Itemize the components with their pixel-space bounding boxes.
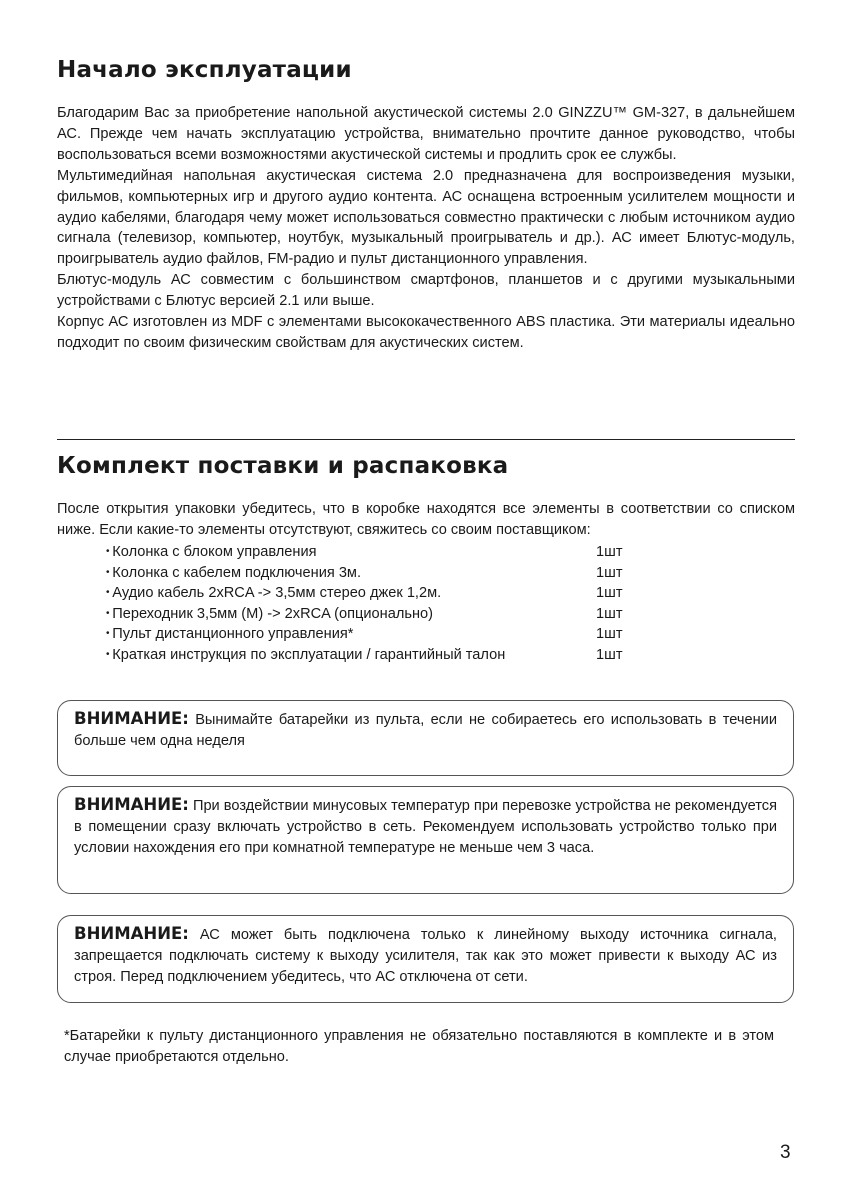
- section-title-kit: Комплект поставки и распаковка: [57, 453, 509, 479]
- list-item: [106, 563, 646, 584]
- paragraph: Корпус АС изготовлен из MDF с элементами высококачественного ABS пластика. Эти материалы идеально подходит по своим физическим свойствам для акустических систем.: [57, 314, 795, 351]
- list-item: [106, 645, 646, 666]
- warning-label: ВНИМАНИЕ:: [74, 709, 189, 728]
- paragraph: Блютус-модуль АС совместим с большинством смартфонов, планшетов и с другими музыкальными устройствами с Блютус версией 2.1 или выше.: [57, 272, 795, 310]
- section-divider: [57, 439, 795, 440]
- list-item: [106, 542, 646, 563]
- list-item: [106, 583, 646, 604]
- warning-text: При воздействии минусовых температур при перевозке устройства не рекомендуется в помещении сразу включать устройство в сеть. Рекомендуем использовать устройство только при условии нахождения его при комнатной температуре не меньше чем 3 часа.: [74, 798, 777, 856]
- item-name: • Переходник 3,5мм (M) -> 2xRCA (опционально): [106, 606, 433, 622]
- list-item: [106, 604, 646, 625]
- item-name: • Колонка с блоком управления: [106, 544, 317, 560]
- paragraph: Благодарим Вас за приобретение напольной акустической системы 2.0 GINZZU™ GM-327, в дальнейшем АС. Прежде чем начать эксплуатацию устройства, внимательно прочтите данное руководство, чтобы воспользоваться всеми возможностями акустической системы и продлить срок ее службы.: [57, 105, 795, 163]
- warning-label: ВНИМАНИЕ:: [74, 924, 189, 943]
- section-title-start: Начало эксплуатации: [57, 57, 352, 83]
- warning-text: АС может быть подключена только к линейному выходу источника сигнала, запрещается подключать систему к выходу усилителя, так как это может привести к выходу АС из строя. Перед подключением убедитесь, что АС отключена от сети.: [74, 927, 777, 985]
- page-number: 3: [780, 1142, 791, 1163]
- warning-label: ВНИМАНИЕ:: [74, 795, 189, 814]
- item-qty: 1шт: [596, 626, 623, 642]
- item-name: • Пульт дистанционного управления*: [106, 626, 353, 642]
- item-qty: 1шт: [596, 585, 623, 601]
- warning-box: [57, 915, 794, 1003]
- item-name: • Краткая инструкция по эксплуатации / гарантийный талон: [106, 647, 505, 663]
- item-qty: 1шт: [596, 544, 623, 560]
- intro-text: [57, 103, 795, 354]
- kit-intro-text: После открытия упаковки убедитесь, что в коробке находятся все элементы в соответствии со списком ниже. Если какие-то элементы отсутствуют, свяжитесь со своим поставщиком:: [57, 501, 795, 538]
- item-qty: 1шт: [596, 646, 623, 663]
- item-name: • Колонка с кабелем подключения 3м.: [106, 565, 361, 581]
- warning-text: Вынимайте батарейки из пульта, если не собираетесь его использовать в течении больше чем одна неделя: [74, 712, 777, 749]
- warning-box: [57, 786, 794, 894]
- item-qty: 1шт: [596, 564, 623, 581]
- footnote: *Батарейки к пульту дистанционного управления не обязательно поставляются в комплекте и в этом случае приобретаются отдельно.: [64, 1028, 774, 1065]
- kit-list: [106, 542, 646, 665]
- paragraph: Мультимедийная напольная акустическая система 2.0 предназначена для воспроизведения музыки, фильмов, компьютерных игр и другого аудио контента. АС оснащена встроенным усилителем мощности и аудио кабелями, благодаря чему может использоваться совместно практически с любым источником аудио сигнала (телевизор, компьютер, ноутбук, музыкальный проигрыватель и др.). АС имеет Блютус-модуль, проигрыватель аудио файлов, FM-радио и пульт дистанционного управления.: [57, 167, 795, 268]
- item-qty: 1шт: [596, 605, 623, 622]
- list-item: [106, 624, 646, 645]
- item-name: • Аудио кабель 2xRCA -> 3,5мм стерео джек 1,2м.: [106, 585, 441, 601]
- warning-box: [57, 700, 794, 776]
